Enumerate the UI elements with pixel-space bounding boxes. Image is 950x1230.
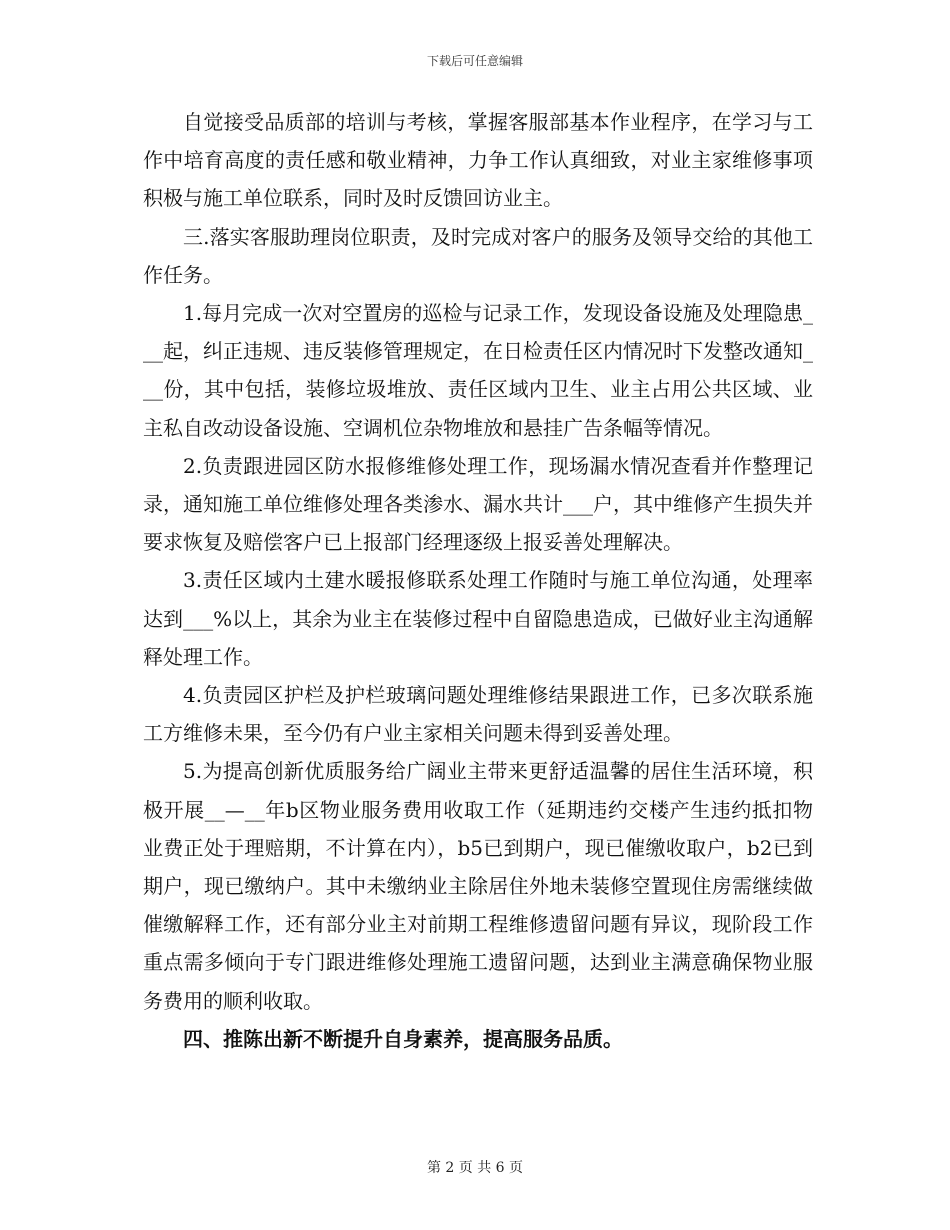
paragraph-item-4: 4.负责园区护栏及护栏玻璃问题处理维修结果跟进工作，已多次联系施工方维修未果，至今仍有户业主家相关问题未得到妥善处理。 (143, 683, 813, 746)
page-footer: 第 2 页 共 6 页 (426, 1160, 524, 1176)
paragraph-item-1: 1.每月完成一次对空置房的巡检与记录工作，发现设备设施及处理隐患___起，纠正违规、违反装修管理规定，在日检责任区内情况时下发整改通知___份，其中包括，装修垃圾堆放、责任区域内卫生、业主占用公共区域、业主私自改动设备设施、空调机位杂物堆放和悬挂广告条幅等情况。 (143, 301, 813, 440)
paragraph-item-2: 2.负责跟进园区防水报修维修处理工作，现场漏水情况查看并作整理记录，通知施工单位维修处理各类渗水、漏水共计___户，其中维修产生损失并要求恢复及赔偿客户已上报部门经理逐级上报妥善处理解决。 (143, 453, 813, 555)
paragraph-section-3-heading: 三.落实客服助理岗位职责，及时完成对客户的服务及领导交给的其他工作任务。 (143, 224, 813, 287)
paragraph-item-3: 3.责任区域内土建水暖报修联系处理工作随时与施工单位沟通，处理率达到___%以上，其余为业主在装修过程中自留隐患造成，已做好业主沟通解释处理工作。 (143, 568, 813, 669)
paragraph-training: 自觉接受品质部的培训与考核，掌握客服部基本作业程序，在学习与工作中培育高度的责任感和敬业精神，力争工作认真细致，对业主家维修事项积极与施工单位联系，同时及时反馈回访业主。 (143, 110, 813, 211)
document-body (143, 103, 813, 1058)
page-header: 下载后可任意编辑 (426, 54, 523, 68)
paragraph-item-5: 5.为提高创新优质服务给广阔业主带来更舒适温馨的居住生活环境，积极开展__—__年b区物业服务费用收取工作（延期违约交楼产生违约抵扣物业费正处于理赔期，不计算在内），b5已到期户，现已催缴收取户，b2已到期户，现已缴纳户。其中未缴纳业主除居住外地未装修空置现住房需继续做催缴解释工作，还有部分业主对前期工程维修遗留问题有异议，现阶段工作重点需多倾向于专门跟进维修处理施工遗留问题，达到业主满意确保物业服务费用的顺利收取。 (143, 759, 813, 1013)
paragraph-section-4-heading: 四、推陈出新不断提升自身素养，提高服务品质。 (183, 1026, 623, 1051)
